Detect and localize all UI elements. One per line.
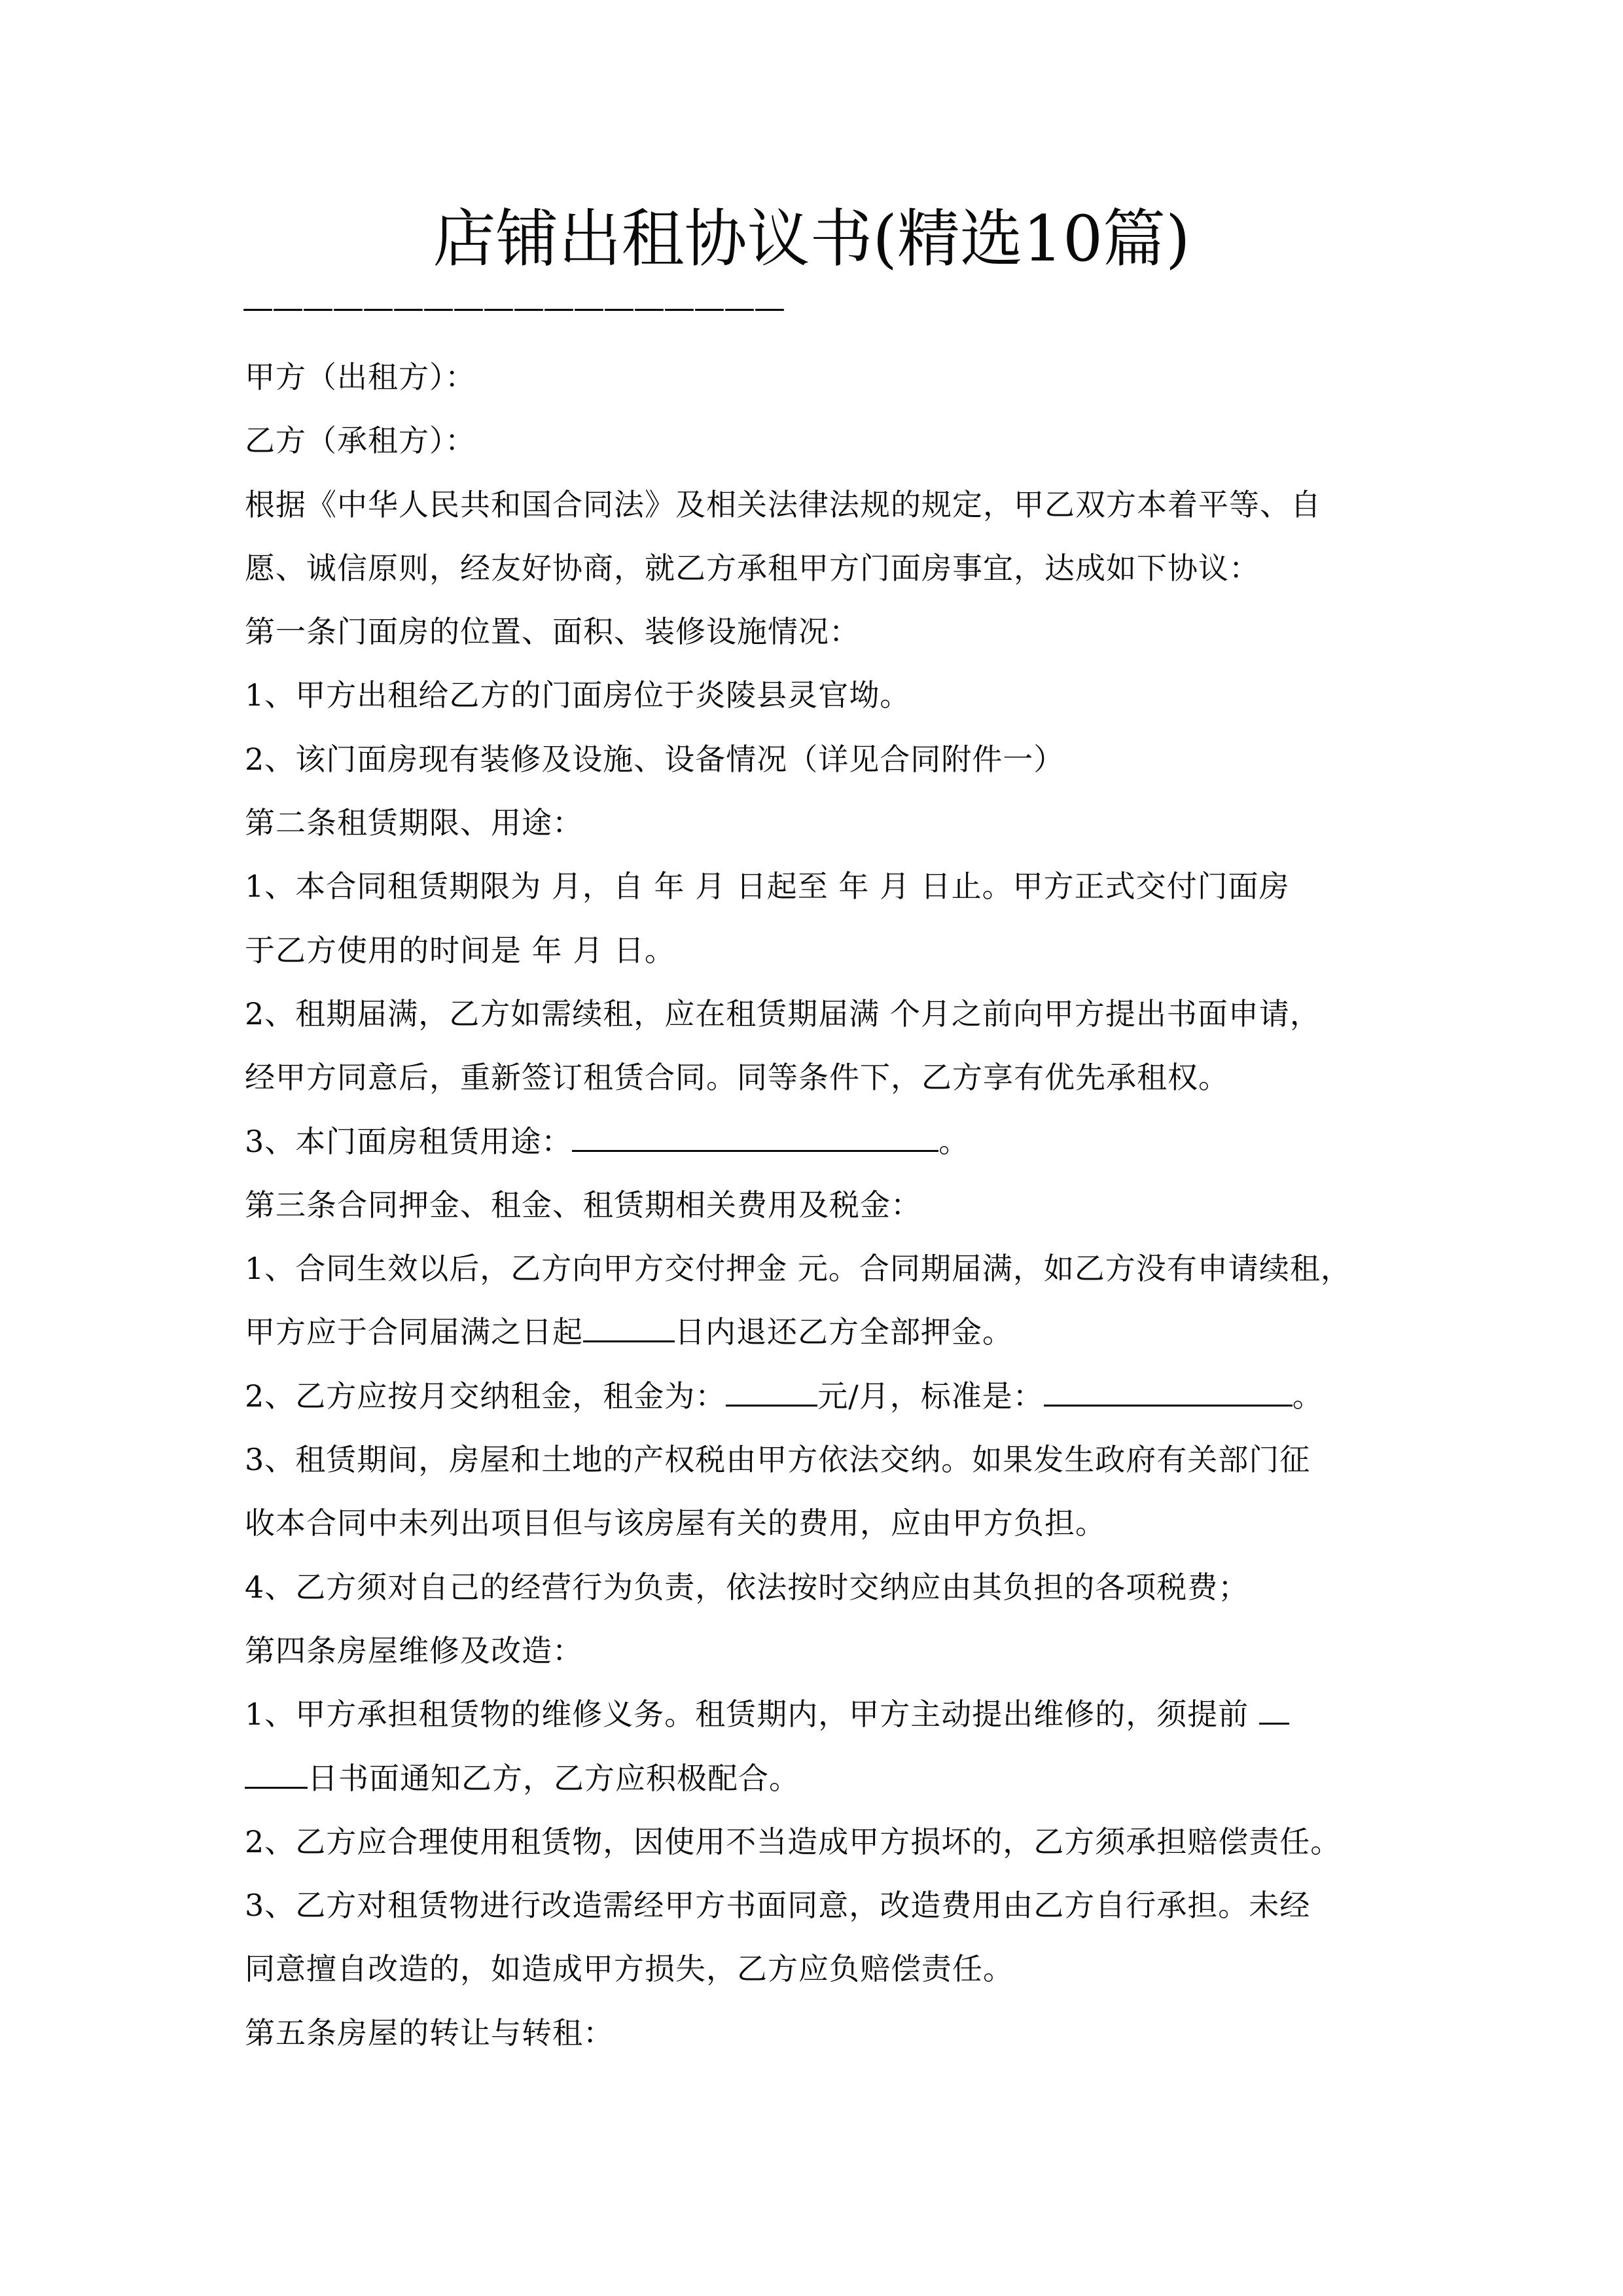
- article-2-heading: 第二条租赁期限、用途：: [245, 805, 583, 841]
- fill-in-blank-notice-days-cont[interactable]: [245, 1761, 308, 1789]
- clause-text: 元/月，标准是：: [817, 1378, 1044, 1414]
- clause-text: 。: [1292, 1378, 1323, 1414]
- clause-line-usage: [245, 1122, 1397, 1185]
- clause-line: 4、乙方须对自己的经营行为负责，依法按时交纳应由其负担的各项税费；: [245, 1569, 1249, 1605]
- clause-line-rent: [245, 1376, 1397, 1440]
- article-1-heading: 第一条门面房的位置、面积、装修设施情况：: [245, 614, 860, 650]
- clause-line: 3、租赁期间，房屋和土地的产权税由甲方依法交纳。如果发生政府有关部门征: [245, 1442, 1311, 1478]
- preamble-line: 愿、诚信原则，经友好协商，就乙方承租甲方门面房事宜，达成如下协议：: [245, 550, 1260, 586]
- preamble-line: 根据《中华人民共和国合同法》及相关法律法规的规定，甲乙双方本着平等、自: [245, 486, 1321, 522]
- fill-in-blank-rent-amount[interactable]: [726, 1378, 817, 1407]
- clause-line: 经甲方同意后，重新签订租赁合同。同等条件下，乙方享有优先承租权。: [245, 1060, 1229, 1096]
- clause-line-repair-notice: [245, 1695, 1397, 1758]
- clause-line: 2、租期届满，乙方如需续租，应在租赁期届满 个月之前向甲方提出书面申请，: [245, 996, 1321, 1031]
- clause-text: 2、乙方应按月交纳租金，租金为：: [245, 1378, 726, 1414]
- fill-in-blank-notice-days[interactable]: [1259, 1696, 1289, 1725]
- clause-line: 2、乙方应合理使用租赁物，因使用不当造成甲方损坏的，乙方须承担赔偿责任。: [245, 1823, 1342, 1859]
- article-5-heading: 第五条房屋的转让与转租：: [245, 2015, 614, 2051]
- fill-in-blank-usage[interactable]: [572, 1124, 938, 1152]
- fill-in-blank-days[interactable]: [583, 1314, 675, 1342]
- clause-line: 于乙方使用的时间是 年 月 日。: [245, 932, 675, 968]
- clause-line: 1、甲方出租给乙方的门面房位于炎陵县灵官坳。: [245, 677, 911, 713]
- fill-in-blank-rent-standard[interactable]: [1044, 1378, 1293, 1407]
- title-separator: ——————————————————: [242, 289, 784, 326]
- clause-text: 甲方应于合同届满之日起: [245, 1314, 583, 1350]
- party-b-line: 乙方（承租方）：: [245, 423, 476, 459]
- clause-text: 1、甲方承担租赁物的维修义务。租赁期内，甲方主动提出维修的，须提前: [245, 1696, 1259, 1732]
- clause-line: 1、本合同租赁期限为 月，自 年 月 日起至 年 月 日止。甲方正式交付门面房: [245, 869, 1290, 905]
- clause-line: 收本合同中未列出项目但与该房屋有关的费用，应由甲方负担。: [245, 1505, 1106, 1541]
- clause-text: 3、本门面房租赁用途：: [245, 1123, 573, 1159]
- clause-line-deposit-return: [245, 1312, 1397, 1376]
- clause-text: 。: [938, 1123, 970, 1159]
- clause-text: 日内退还乙方全部押金。: [675, 1314, 1013, 1350]
- clause-line: 2、该门面房现有装修及设施、设备情况（详见合同附件一）: [245, 741, 1065, 777]
- clause-text: 日书面通知乙方，乙方应积极配合。: [308, 1760, 800, 1796]
- clause-line: 3、乙方对租赁物进行改造需经甲方书面同意，改造费用由乙方自行承担。未经: [245, 1888, 1311, 1924]
- document-title: 店铺出租协议书(精选10篇): [433, 202, 1190, 276]
- article-3-heading: 第三条合同押金、租金、租赁期相关费用及税金：: [245, 1187, 921, 1223]
- clause-line: 1、合同生效以后，乙方向甲方交付押金 元。合同期届满，如乙方没有申请续租，: [245, 1251, 1351, 1287]
- clause-line-repair-notice-cont: [245, 1759, 1397, 1822]
- article-4-heading: 第四条房屋维修及改造：: [245, 1632, 583, 1668]
- document-body: [245, 357, 1397, 2077]
- clause-line: 同意擅自改造的，如造成甲方损失，乙方应负赔偿责任。: [245, 1951, 1014, 1987]
- party-a-line: 甲方（出租方）：: [245, 359, 476, 395]
